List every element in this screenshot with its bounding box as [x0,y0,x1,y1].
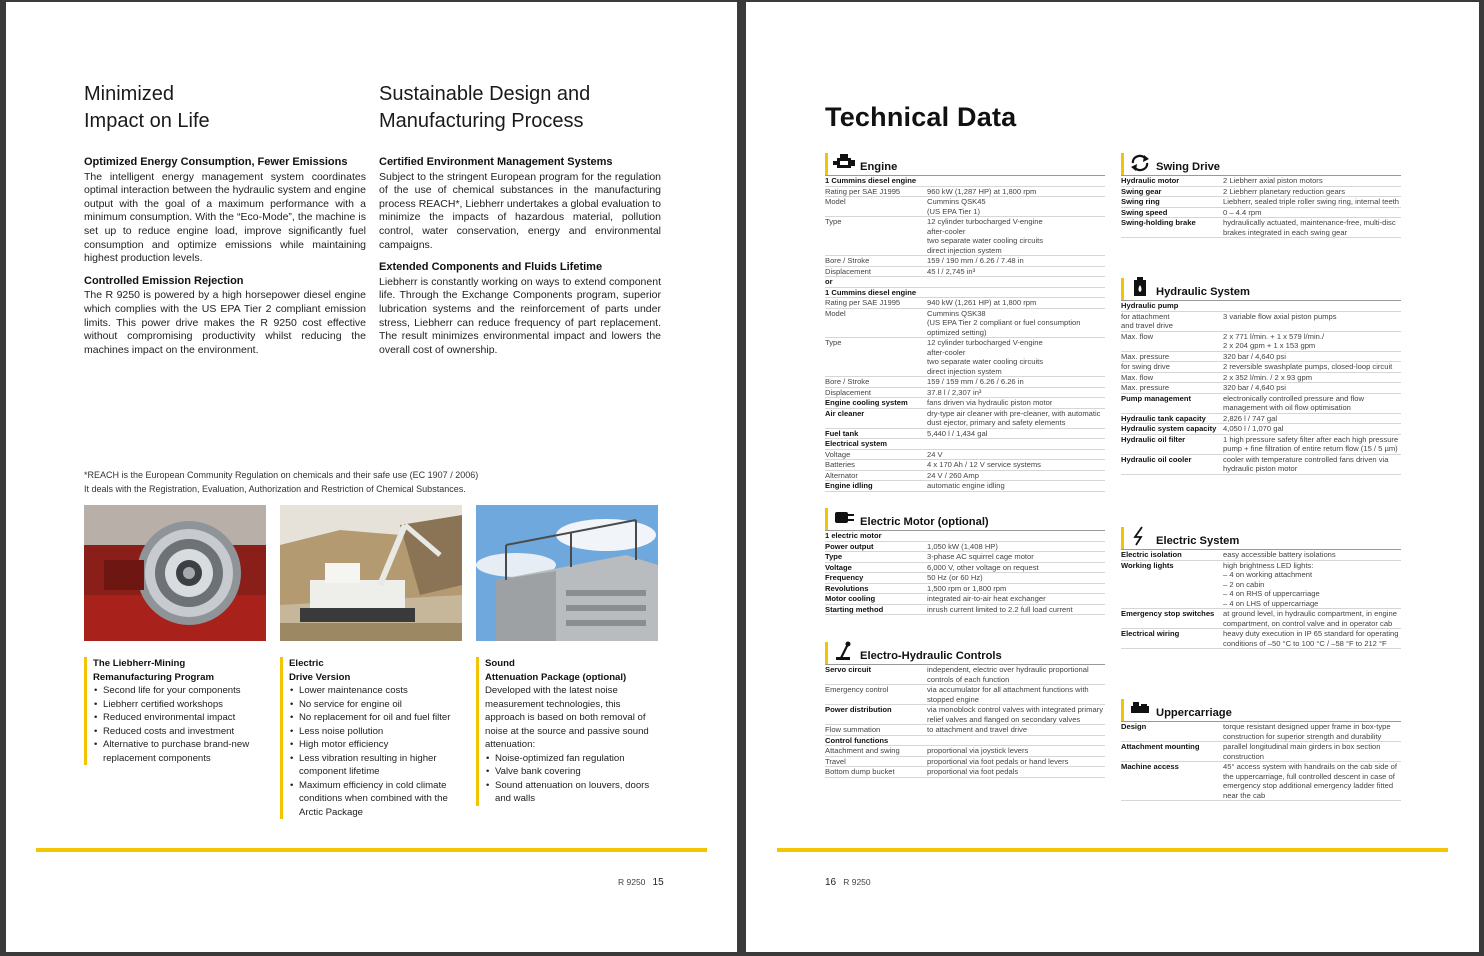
paragraph: Subject to the stringent European program for the regulation of the use of chemical substances in the manufacturing process REACH*, Liebherr undertakes a global evaluation to minimize the impacts of hazardous material, pollution control, water conservation, energy and environmental campaigns. [379,170,661,251]
spec-table [825,175,1105,492]
spec-label: Max. pressure [1121,383,1170,392]
subheading: Controlled Emission Rejection [84,274,244,287]
spec-row [825,584,1105,595]
spec-row [1121,362,1401,373]
spec-label: Flow summation [825,725,881,734]
spec-label: Working lights [1121,560,1174,570]
spec-value: 159 / 159 mm / 6.26 / 6.26 in [927,377,1024,386]
spec-label: 1 Cummins diesel engine [825,287,917,297]
footnote-line: It deals with the Registration, Evaluation, Authorization and Restriction of Chemical Substances. [84,484,466,494]
model-label: R 9250 [843,877,871,887]
spec-row [1121,629,1401,649]
spec-row [825,530,1105,542]
spec-value: 24 V / 260 Amp [927,470,979,480]
spec-value: 1,500 rpm or 1,800 rpm [927,583,1007,593]
feature-title-line: The Liebherr-Mining [93,658,186,669]
photo-remanufactured-component [84,505,266,641]
spec-label: Bottom dump bucket [825,767,895,776]
spec-row [825,563,1105,574]
spec-row [825,197,1105,217]
list-item: • Less noise pollution [289,725,459,739]
page-footer [825,877,871,888]
list-item: • Noise-optimized fan regulation [485,752,655,766]
list-item: • Lower maintenance costs [289,684,459,698]
spec-row [825,705,1105,725]
spec-value: 4,050 l / 1,070 gal [1223,424,1284,433]
spec-label: Engine idling [825,481,873,490]
spec-value: 0 – 4.4 rpm [1223,207,1262,217]
spec-value: 960 kW (1,287 HP) at 1,800 rpm [927,186,1037,196]
spec-row [825,439,1105,450]
spec-row [1121,435,1401,455]
spec-label: Swing ring [1121,197,1160,206]
spec-label: Type [825,217,842,226]
spec-row [1121,455,1401,475]
spec-row [825,377,1105,388]
paragraph: The intelligent energy management system coordinates optimal interaction between the hydraulic system and engine output with the goal of a maximum performance with a minimum consumption. With the “Eco-Mode”, the machine is set up to reduce engine load, improve significantly fuel consumption and optimize emissions while maintaining highest production levels. [84,170,366,265]
heading-line-1: Sustainable Design and [379,83,591,105]
spec-row [825,573,1105,584]
spec-label: Emergency control [825,685,889,694]
spec-row [825,187,1105,198]
spec-row [1121,352,1401,363]
spec-row [1121,742,1401,762]
spec-value: Liebherr, sealed triple roller swing ring, internal teeth [1223,197,1400,206]
page-number: 15 [652,877,664,888]
spec-label: Machine access [1121,762,1179,771]
spec-label: Batteries [825,460,855,469]
right-page [746,2,1479,952]
spec-value: 45 l / 2,745 in³ [927,266,976,276]
spec-value [927,531,1105,541]
spec-value: 2 Liebherr axial piston motors [1223,176,1323,185]
spec-label: 1 electric motor [825,531,882,540]
section-header [1121,278,1401,300]
spec-value: easy accessible battery isolations [1223,550,1336,559]
spec-value [927,736,1105,746]
yellow-divider [36,848,707,852]
spec-value: 2 x 771 l/min. + 1 x 579 l/min./ 2 x 204 gpm + 1 x 153 gpm [1223,331,1325,350]
spec-row [825,605,1105,616]
yellow-divider [777,848,1448,852]
section-header [1121,699,1401,721]
feature-title-line: Electric [289,658,324,669]
spec-table [1121,549,1401,649]
spec-row [825,552,1105,563]
spec-row [1121,175,1401,187]
spec-value: via accumulator for all attachment functions with stopped engine [927,685,1089,704]
page-footer [618,877,664,888]
spec-table [1121,300,1401,475]
spec-value: torque resistant designed upper frame in box-type construction for superior strength and durability [1223,722,1391,741]
spec-value: 50 Hz (or 60 Hz) [927,573,983,582]
spec-value [927,439,1105,449]
uppercarriage-icon [1129,698,1151,718]
spec-value: Cummins QSK38 (US EPA Tier 2 compliant or fuel consumption optimized setting) [927,308,1081,337]
spec-value: 1,050 kW (1,408 HP) [927,541,998,551]
hydraulic-tank-icon [1129,277,1151,297]
spec-value: 5,440 l / 1,434 gal [927,428,988,438]
spec-label: Attachment and swing [825,746,900,755]
subheading: Certified Environment Management Systems [379,156,613,168]
spec-label: Model [825,308,846,318]
spec-value [927,277,1105,287]
feature-electric-drive [280,657,459,819]
spec-label: Hydraulic oil cooler [1121,454,1192,464]
spec-value: 2 Liebherr planetary reduction gears [1223,186,1345,196]
feature-title-line: Remanufacturing Program [93,671,215,683]
spec-label: Revolutions [825,583,869,593]
spec-label: Frequency [825,573,864,582]
spec-value: hydraulically actuated, maintenance-free, multi-disc brakes integrated in each swing gear [1223,218,1396,237]
list-item: • Reduced costs and investment [93,725,263,739]
spec-value: automatic engine idling [927,481,1005,490]
spec-label: for attachment and travel drive [1121,311,1173,330]
spec-value: fans driven via hydraulic piston motor [927,398,1053,407]
spec-value: inrush current limited to 2.2 full load current [927,604,1073,614]
spec-value: cooler with temperature controlled fans driven via hydraulic piston motor [1223,454,1389,473]
spec-value: 2 x 352 l/min. / 2 x 93 gpm [1223,372,1313,382]
subheading: Extended Components and Fluids Lifetime [379,261,603,274]
section-title: Swing Drive [1156,161,1221,173]
section-electric-motor [825,508,1105,615]
spec-row [1121,394,1401,414]
text-column-1 [84,156,366,366]
spec-label: Engine cooling system [825,398,908,407]
spec-label: Emergency stop switches [1121,609,1215,618]
photo-electric-excavator [280,505,462,641]
spec-value: 24 V [927,449,943,459]
spec-row [825,409,1105,429]
spec-row [825,388,1105,399]
section-title: Electric System [1156,535,1240,547]
spec-value: integrated air-to-air heat exchanger [927,594,1046,603]
spec-label: Servo circuit [825,665,872,674]
spec-label: Voltage [825,562,852,572]
spec-label: Bore / Stroke [825,377,870,386]
page-number: 16 [825,877,837,888]
spec-label: or [825,277,833,286]
spec-label: Hydraulic system capacity [1121,424,1217,433]
spec-value: to attachment and travel drive [927,725,1028,734]
spec-label: Alternator [825,470,858,480]
spec-value: 1 high pressure safety filter after each high pressure pump + fine filtration of entire return flow (15 / 5 µm) [1223,434,1399,453]
spec-label: Type [825,338,842,347]
heading-sustainable-design [379,81,590,135]
feature-bullets [485,752,655,806]
spec-row [825,277,1105,288]
spec-value: parallel longitudinal main girders in box section construction [1223,742,1381,761]
spec-label: Starting method [825,604,884,614]
feature-title [93,657,263,684]
paragraph: Liebherr is constantly working on ways to extend component life. Through the Exchange Components program, superior lubrication systems and the reinforcement of parts under stress, Liebherr can reduce frequency of part replacement. The result minimizes environmental impact and lowers the overall cost of ownership. [379,275,661,356]
spec-row [1121,762,1401,801]
spec-value: 940 kW (1,261 HP) at 1,800 rpm [927,298,1037,307]
section-title: Hydraulic System [1156,286,1250,298]
spec-row [825,288,1105,299]
list-item: • Less vibration resulting in higher component lifetime [289,752,459,779]
spec-row [1121,414,1401,425]
spec-row [825,256,1105,267]
list-item: • Alternative to purchase brand-new replacement components [93,738,263,765]
spec-row [825,685,1105,705]
feature-bullets [289,684,459,819]
spec-label: Electric isolation [1121,550,1182,559]
spec-value: electronically controlled pressure and flow management with oil flow optimisation [1223,393,1364,412]
spec-label: Type [825,552,843,561]
heading-line-2: Impact on Life [84,110,210,132]
spec-row [1121,187,1401,198]
spec-label: Power output [825,541,874,551]
spec-table [1121,175,1401,238]
spec-value: proportional via foot pedals [927,767,1019,776]
spec-label: Hydraulic tank capacity [1121,413,1206,423]
spec-row [825,309,1105,339]
rotate-icon [1129,152,1151,172]
spec-label: Bore / Stroke [825,256,870,265]
photo-sound-attenuation [476,505,658,641]
spec-value: 3 variable flow axial piston pumps [1223,311,1337,321]
spec-value [927,288,1105,298]
spec-value: proportional via foot pedals or hand levers [927,756,1069,766]
spec-value: high brightness LED lights: – 4 on working attachment – 2 on cabin – 4 on RHS of uppercarriage – 4 on LHS of uppercarriage [1223,560,1320,608]
section-engine [825,153,1105,492]
spec-label: Electrical wiring [1121,629,1180,638]
spec-label: Hydraulic motor [1121,176,1180,185]
heading-line-1: Minimized [84,83,175,105]
section-title: Electric Motor (optional) [860,516,989,528]
spec-row [825,175,1105,187]
spec-row [1121,424,1401,435]
spec-table [825,664,1105,778]
list-item: • Second life for your components [93,684,263,698]
plug-icon [833,507,855,527]
spec-row [825,757,1105,768]
spec-label: Control functions [825,735,889,745]
spec-value: independent, electric over hydraulic proportional controls of each function [927,665,1089,684]
section-uppercarriage [1121,699,1401,801]
spec-row [825,429,1105,440]
spec-label: Hydraulic oil filter [1121,434,1186,444]
feature-title-line: Drive Version [289,671,351,683]
spec-row [1121,218,1401,238]
spec-value: via monoblock control valves with integrated primary relief valves and flanged on secondary valves [927,705,1103,724]
feature-remanufacturing [84,657,263,765]
engine-icon [833,152,855,172]
section-header [825,508,1105,530]
spec-value: 320 bar / 4,640 psi [1223,351,1286,361]
spec-label: Rating per SAE J1995 [825,186,901,196]
footnote-line: *REACH is the European Community Regulation on chemicals and their safe use (EC 1907 / 2006) [84,470,479,480]
spec-value: 45° access system with handrails on the cab side of the uppercarriage, full controlled descent in case of emergency stop additional emergency ladder fitted near the cab [1223,762,1397,800]
model-label: R 9250 [618,877,646,887]
section-header [1121,527,1401,549]
list-item: • No service for engine oil [289,698,459,712]
spec-row [825,450,1105,461]
spec-value: at ground level, in hydraulic compartment, in engine compartment, on control valve and in operator cab [1223,609,1397,628]
section-title: Electro-Hydraulic Controls [860,650,1002,662]
spec-row [825,460,1105,471]
spec-value: 12 cylinder turbocharged V-engine after-cooler two separate water cooling circuits direct injection system [927,217,1044,255]
spec-label: Fuel tank [825,428,859,438]
footnote [84,468,478,496]
feature-sound-attenuation [476,657,655,806]
section-hydraulic-system [1121,278,1401,475]
section-electro-hydraulic-controls [825,642,1105,778]
spec-label: Air cleaner [825,408,865,418]
spec-row [1121,609,1401,629]
lightning-icon [1129,526,1151,546]
joystick-icon [833,641,855,661]
subheading: Optimized Energy Consumption, Fewer Emissions [84,156,348,168]
spec-row [825,471,1105,482]
list-item: • Valve bank covering [485,765,655,779]
spec-value: 2 reversible swashplate pumps, closed-loop circuit [1223,362,1393,371]
spec-row [1121,561,1401,610]
section-header [825,153,1105,175]
spec-value: 4 x 170 Ah / 12 V service systems [927,460,1041,469]
spec-label: Displacement [825,387,872,397]
heading-line-2: Manufacturing Process [379,110,584,132]
section-electric-system [1121,527,1401,649]
spec-label: Power distribution [825,705,892,714]
spec-row [825,298,1105,309]
spec-label: Displacement [825,266,872,276]
spec-row [825,594,1105,605]
spec-value: 2,826 l / 747 gal [1223,413,1278,423]
spec-row [825,542,1105,553]
spec-label: for swing drive [1121,362,1170,371]
spec-value: dry-type air cleaner with pre-cleaner, with automatic dust ejector, primary and safety elements [927,408,1101,427]
spec-label: Pump management [1121,393,1192,403]
section-header [1121,153,1401,175]
feature-bullets [93,684,263,765]
spec-value: 12 cylinder turbocharged V-engine after-cooler two separate water cooling circuits direct injection system [927,338,1044,376]
spec-label: Max. pressure [1121,351,1170,361]
section-title: Uppercarriage [1156,707,1232,719]
spec-value: proportional via joystick levers [927,746,1029,755]
spec-value [1223,301,1401,311]
section-title: Engine [860,161,898,173]
spec-value: 37.8 l / 2,307 in³ [927,387,982,397]
spec-row [1121,383,1401,394]
spec-row [1121,332,1401,352]
section-swing-drive [1121,153,1401,238]
spec-label: Motor cooling [825,594,876,603]
list-item: • High motor efficiency [289,738,459,752]
heading-minimized-impact [84,81,210,135]
left-page [6,2,737,952]
spec-row [1121,312,1401,332]
spec-row [1121,208,1401,219]
spec-value: 6,000 V, other voltage on request [927,562,1039,572]
spec-row [825,767,1105,778]
spec-value: heavy duty execution in IP 65 standard for operating conditions of –50 °C to 100 °C / –58 °F to 212 °F [1223,629,1399,648]
spec-row [1121,197,1401,208]
spec-row [825,481,1105,492]
section-header [825,642,1105,664]
list-item: • Maximum efficiency in cold climate conditions when combined with the Arctic Package [289,779,459,820]
spec-label: Voltage [825,449,851,459]
spec-value: 3-phase AC squirrel cage motor [927,552,1034,561]
feature-title [289,657,459,684]
spec-label: Hydraulic pump [1121,301,1179,310]
spec-label: Max. flow [1121,372,1154,382]
feature-title-line: Sound [485,658,515,669]
paragraph: The R 9250 is powered by a high horsepower diesel engine which complies with the US EPA Tier 2 compliant emission limits. This power drive makes the R 9250 cost effective without compromising productivity whilst reducing the machines impact on the environment. [84,289,366,356]
spec-row [825,746,1105,757]
spec-label: Electrical system [825,439,888,448]
spec-row [1121,549,1401,561]
spec-value: 320 bar / 4,640 psi [1223,383,1286,392]
spec-row [825,217,1105,256]
spec-label: 1 Cummins diesel engine [825,176,917,185]
spec-value: Cummins QSK45 (US EPA Tier 1) [927,197,986,216]
spec-label: Max. flow [1121,331,1154,341]
spec-row [825,267,1105,278]
spec-row [1121,300,1401,312]
spec-label: Model [825,197,846,206]
spec-value [927,176,1105,186]
spec-label: Attachment mounting [1121,742,1200,751]
spec-row [1121,721,1401,742]
spec-row [825,338,1105,377]
spec-table [1121,721,1401,801]
spec-label: Travel [825,756,846,766]
spec-row [825,736,1105,747]
spec-row [825,398,1105,409]
spec-row [825,725,1105,736]
page-title: Technical Data [825,102,1017,132]
list-item: • Sound attenuation on louvers, doors and walls [485,779,655,806]
list-item: • No replacement for oil and fuel filter [289,711,459,725]
spec-label: Swing speed [1121,207,1168,217]
feature-intro: Developed with the latest noise measurement technologies, this approach is based on both removal of noise at the source and passive sound attenuation: [485,685,649,750]
text-column-2 [379,156,661,366]
feature-title [485,657,655,684]
list-item: • Reduced environmental impact [93,711,263,725]
spec-row [1121,373,1401,384]
list-item: • Liebherr certified workshops [93,698,263,712]
spec-label: Swing-holding brake [1121,218,1196,227]
spec-label: Design [1121,722,1147,731]
spec-label: Swing gear [1121,186,1162,196]
spec-label: Rating per SAE J1995 [825,298,901,307]
spec-table [825,530,1105,615]
spec-value: 159 / 190 mm / 6.26 / 7.48 in [927,256,1024,265]
feature-title-line: Attenuation Package (optional) [485,671,627,683]
spec-row [825,664,1105,685]
